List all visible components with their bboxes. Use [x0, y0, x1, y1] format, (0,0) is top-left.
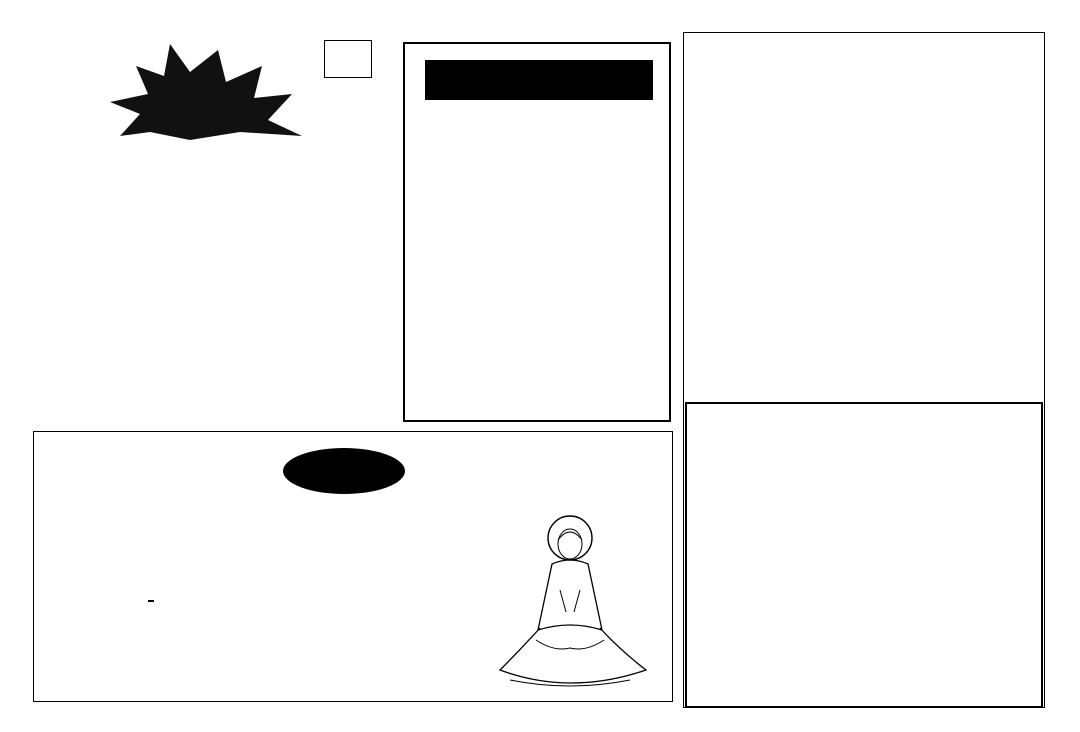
- left-border-strip: [0, 30, 28, 706]
- top-border-strip: [0, 0, 1080, 30]
- right-border-strip: [1052, 30, 1080, 706]
- tima-badge: [324, 40, 372, 78]
- nine-palace-grid: [685, 402, 1043, 708]
- zeng-badge: [283, 448, 405, 494]
- burst-graphic: [40, 36, 330, 146]
- hex-mid-title: [148, 600, 154, 602]
- poem-header: [425, 60, 653, 100]
- deity-figure: [480, 500, 660, 698]
- bottom-border-strip: [0, 706, 1080, 732]
- poem-panel: [403, 42, 671, 422]
- bagua-wheel: [80, 440, 250, 600]
